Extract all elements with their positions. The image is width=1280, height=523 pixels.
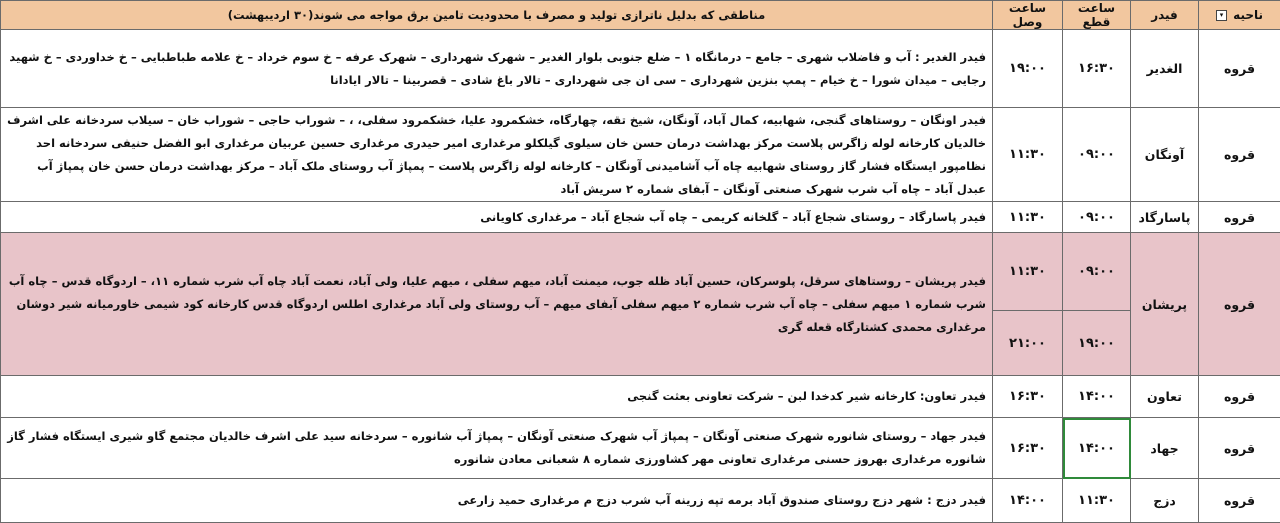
- areas-cell: فیدر الغدیر : آب و فاضلاب شهری – جامع – درمانگاه ۱ – ضلع جنوبی بلوار الغدیر – شهرک شهرداری – شهرک عرفه – خ سوم خرداد – خ علامه طباطبایی – خ خداوردی – خ شهید رجایی – میدان شورا – خ خیام – پمپ بنزین شهرداری – سی ان جی شهرداری – تالار باغ شادی – قصربینا – تالار ایادانا: [1, 30, 993, 108]
- region-cell: قروه: [1199, 479, 1280, 523]
- connect-time-cell: ۱۱:۳۰: [993, 233, 1063, 311]
- connect-time-cell-2: ۲۱:۰۰: [993, 311, 1063, 376]
- connect-time-cell: ۱۱:۳۰: [993, 202, 1063, 233]
- connect-time-cell: ۱۹:۰۰: [993, 30, 1063, 108]
- cut-time-cell-2: ۱۹:۰۰: [1063, 311, 1131, 376]
- header-feeder: فیدر: [1131, 1, 1199, 30]
- filter-dropdown-icon[interactable]: ▾: [1216, 10, 1227, 21]
- cut-time-cell: ۱۴:۰۰: [1063, 376, 1131, 418]
- region-cell: قروه: [1199, 233, 1280, 376]
- header-region[interactable]: ناحیه ▾: [1199, 1, 1280, 30]
- areas-cell: فیدر اونگان – روستاهای گنجی، شهابیه، کمال آباد، آونگان، شیخ تقه، چهارگاه، خشکمرود علیا، خشکمرود سفلی، ، – شوراب حاجی – شوراب خان – سیلاب سردخانه علی اشرف خالدیان کارخانه لوله زاگرس پلاست مرکز بهداشت درمان حسن خان سیلوی گیلکلو مرغداری امیر حیدری مرغداری حسین عربیان مرغداری ابو الفضل حنیفی سردخانه احد نظامپور ایستگاه فشار گاز روستای شهابیه چاه آب آشامیدنی آونگان – کارخانه لوله زاگرس پلاست – پمپاژ آب روستای ملک آباد – مرکز بهداشت درمان حسن خان پمپاژ آب عبدل آباد – چاه آب شرب شهرک صنعتی آونگان – آبفای شماره ۲ سریش آباد: [1, 108, 993, 202]
- feeder-cell: دزج: [1131, 479, 1199, 523]
- areas-cell: فیدر تعاون: کارخانه شیر کدخدا لبن – شرکت تعاونی بعثت گنجی: [1, 376, 993, 418]
- table-row: [1, 233, 1280, 311]
- region-cell: قروه: [1199, 30, 1280, 108]
- region-cell: قروه: [1199, 376, 1280, 418]
- region-cell: قروه: [1199, 202, 1280, 233]
- connect-time-cell: ۱۱:۳۰: [993, 108, 1063, 202]
- cut-time-cell: ۱۱:۳۰: [1063, 479, 1131, 523]
- cut-time-cell: ۰۹:۰۰: [1063, 202, 1131, 233]
- feeder-cell: پاسارگاد: [1131, 202, 1199, 233]
- feeder-cell: آونگان: [1131, 108, 1199, 202]
- header-connect-time: ساعت وصل: [993, 1, 1063, 30]
- feeder-cell: پریشان: [1131, 233, 1199, 376]
- table-row: [1, 30, 1280, 108]
- table-row: [1, 418, 1280, 479]
- table-row: [1, 108, 1280, 202]
- region-cell: قروه: [1199, 418, 1280, 479]
- table-row: [1, 479, 1280, 523]
- feeder-cell: جهاد: [1131, 418, 1199, 479]
- header-cut-time: ساعت قطع: [1063, 1, 1131, 30]
- region-cell: قروه: [1199, 108, 1280, 202]
- table-row: [1, 376, 1280, 418]
- connect-time-cell: ۱۶:۳۰: [993, 418, 1063, 479]
- connect-time-cell: ۱۴:۰۰: [993, 479, 1063, 523]
- connect-time-cell: ۱۶:۳۰: [993, 376, 1063, 418]
- cut-time-cell: ۰۹:۰۰: [1063, 108, 1131, 202]
- cut-time-cell: ۱۶:۳۰: [1063, 30, 1131, 108]
- header-row: [1, 1, 1280, 30]
- feeder-cell: تعاون: [1131, 376, 1199, 418]
- header-areas: مناطقی که بدلیل ناترازی تولید و مصرف با محدودیت تامین برق مواجه می شوند(۳۰ اردیبهشت): [1, 1, 993, 30]
- areas-cell: فیدر پریشان – روستاهای سرقل، پلوسرکان، حسین آباد ظله جوب، میمنت آباد، میهم سفلی ، میهم علیا، ولی آباد، نعمت آباد چاه آب شرب شماره ۱۱، – اردوگاه قدس – چاه آب شرب شماره ۱ میهم سفلی – چاه آب شرب شماره ۲ میهم سفلی آبفای میهم – آب روستای ولی آباد مرغداری اطلس اردوگاه قدس کارخانه کود شیمی خاورمیانه شیر دوشان مرغداری محمدی کشتارگاه قعله گری: [1, 233, 993, 376]
- table-row: [1, 202, 1280, 233]
- cut-time-cell: ۰۹:۰۰: [1063, 233, 1131, 311]
- areas-cell: فیدر پاسارگاد – روستای شجاع آباد – گلخانه کریمی – چاه آب شجاع آباد – مرغداری کاویانی: [1, 202, 993, 233]
- areas-cell: فیدر دزج : شهر دزج روستای صندوق آباد برمه تپه زرینه آب شرب دزج م مرغداری حمید زارعی: [1, 479, 993, 523]
- areas-cell: فیدر جهاد – روستای شانوره شهرک صنعتی آونگان – پمپاژ آب شهرک صنعتی آونگان – پمپاژ آب شانوره – سردخانه سید علی اشرف خالدیان مجتمع گاو شیری ایستگاه فشار گاز شانوره مرغداری بهروز حسنی مرغداری تعاونی مهر کشاورزی شماره ۸ شعبانی معادن شانوره: [1, 418, 993, 479]
- feeder-cell: الغدیر: [1131, 30, 1199, 108]
- cut-time-cell[interactable]: ۱۴:۰۰: [1063, 418, 1131, 479]
